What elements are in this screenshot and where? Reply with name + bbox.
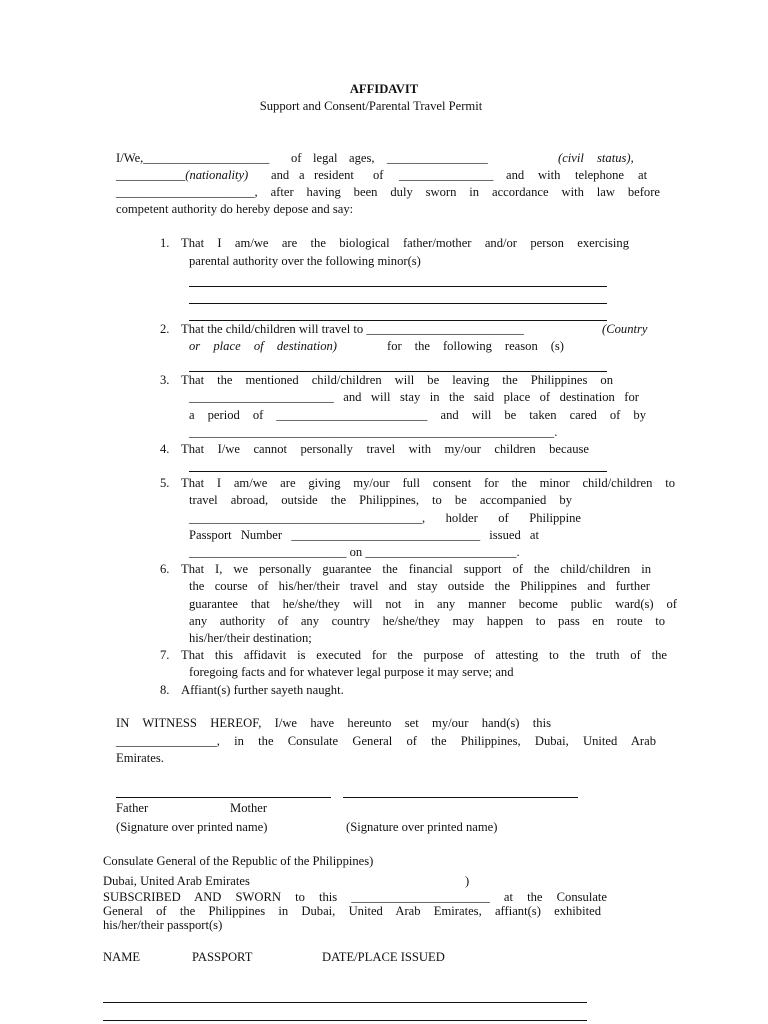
column-header-passport: PASSPORT — [192, 950, 253, 964]
item-3-line-1: That the mentioned child/children will be leaving the Philippines on — [181, 373, 613, 387]
item-6-line-5: his/her/their destination; — [189, 631, 312, 645]
item-number-8: 8. — [160, 683, 170, 697]
signature-caption-right: (Signature over printed name) — [346, 820, 498, 834]
consulate-paren: ) — [465, 874, 470, 888]
item-2-destination-label: or place of destination) — [189, 339, 337, 353]
item-number-5: 5. — [160, 476, 170, 490]
intro-line-3: ______________________, after having been duly sworn in accordance with law before — [116, 185, 660, 199]
item-6-line-2: the course of his/her/their travel and stay outside the Philippines and further — [189, 579, 650, 593]
blank-line — [189, 286, 607, 287]
intro-line-2: ___________(nationality) and a resident of _______________ and with telephone at — [116, 168, 648, 182]
item-2-reason-label: for the following reason (s) — [387, 339, 564, 353]
blank-line — [189, 471, 607, 472]
item-3-line-4: __________________________________________________________. — [189, 425, 558, 439]
item-number-4: 4. — [160, 442, 170, 456]
item-5-line-3: _____________________________________, holder of Philippine — [189, 511, 581, 525]
item-2-line-1: That the child/children will travel to _________________________ — [181, 322, 524, 336]
item-number-1: 1. — [160, 236, 170, 250]
item-number-7: 7. — [160, 648, 170, 662]
item-2-country-label: (Country — [602, 322, 648, 336]
blank-line — [189, 303, 607, 304]
item-6-line-3: guarantee that he/she/they will not in any manner become public ward(s) of — [189, 597, 677, 611]
subscribed-line-3: his/her/their passport(s) — [103, 918, 223, 932]
intro-line-4: competent authority do hereby depose and say: — [116, 202, 354, 216]
item-3-line-2: _______________________ and will stay in the said place of destination for — [189, 390, 639, 404]
item-5-line-5: _________________________ on ________________________. — [189, 545, 520, 559]
signature-line-father — [116, 797, 331, 798]
signature-caption-left: (Signature over printed name) — [116, 820, 268, 834]
item-number-6: 6. — [160, 562, 170, 576]
item-5-line-4: Passport Number ______________________________ issued at — [189, 528, 539, 542]
page-title: AFFIDAVIT — [349, 82, 419, 96]
father-label: Father — [116, 801, 149, 815]
item-3-line-3: a period of ________________________ and will be taken cared of by — [189, 408, 646, 422]
consulate-line-1: Consulate General of the Republic of the Philippines) — [103, 854, 374, 868]
column-header-date-place: DATE/PLACE ISSUED — [322, 950, 445, 964]
page-subtitle: Support and Consent/Parental Travel Permit — [259, 99, 483, 113]
item-1-line-1: That I am/we are the biological father/mother and/or person exercising — [181, 236, 629, 250]
item-7-line-2: foregoing facts and for whatever legal purpose it may serve; and — [189, 665, 514, 679]
item-6-line-1: That I, we personally guarantee the financial support of the child/children in — [181, 562, 651, 576]
signature-line-mother — [343, 797, 578, 798]
item-6-line-4: any authority of any country he/she/they may happen to pass en route to — [189, 614, 665, 628]
witness-line-2: ________________, in the Consulate General of the Philippines, Dubai, United Arab — [116, 734, 656, 748]
consulate-line-2: Dubai, United Arab Emirates — [103, 874, 250, 888]
item-7-line-1: That this affidavit is executed for the purpose of attesting to the truth of the — [181, 648, 667, 662]
item-5-line-2: travel abroad, outside the Philippines, to be accompanied by — [189, 493, 572, 507]
witness-line-1: IN WITNESS HEREOF, I/we have hereunto set my/our hand(s) this — [116, 716, 551, 730]
subscribed-line-1: SUBSCRIBED AND SWORN to this ______________________ at the Consulate — [103, 890, 607, 904]
witness-line-3: Emirates. — [116, 751, 164, 765]
item-1-line-2: parental authority over the following minor(s) — [189, 254, 421, 268]
item-5-line-1: That I am/we are giving my/our full consent for the minor child/children to — [181, 476, 675, 490]
intro-line-1: I/We,____________________ of legal ages, ________________ (civil status), — [116, 151, 634, 165]
table-blank-line — [103, 1020, 587, 1021]
item-4-line-1: That I/we cannot personally travel with my/our children because — [181, 442, 589, 456]
subscribed-line-2: General of the Philippines in Dubai, United Arab Emirates, affiant(s) exhibited — [103, 904, 601, 918]
table-blank-line — [103, 1002, 587, 1003]
item-number-3: 3. — [160, 373, 170, 387]
mother-label: Mother — [230, 801, 268, 815]
column-header-name: NAME — [103, 950, 141, 964]
item-8-line-1: Affiant(s) further sayeth naught. — [181, 683, 344, 697]
item-number-2: 2. — [160, 322, 170, 336]
